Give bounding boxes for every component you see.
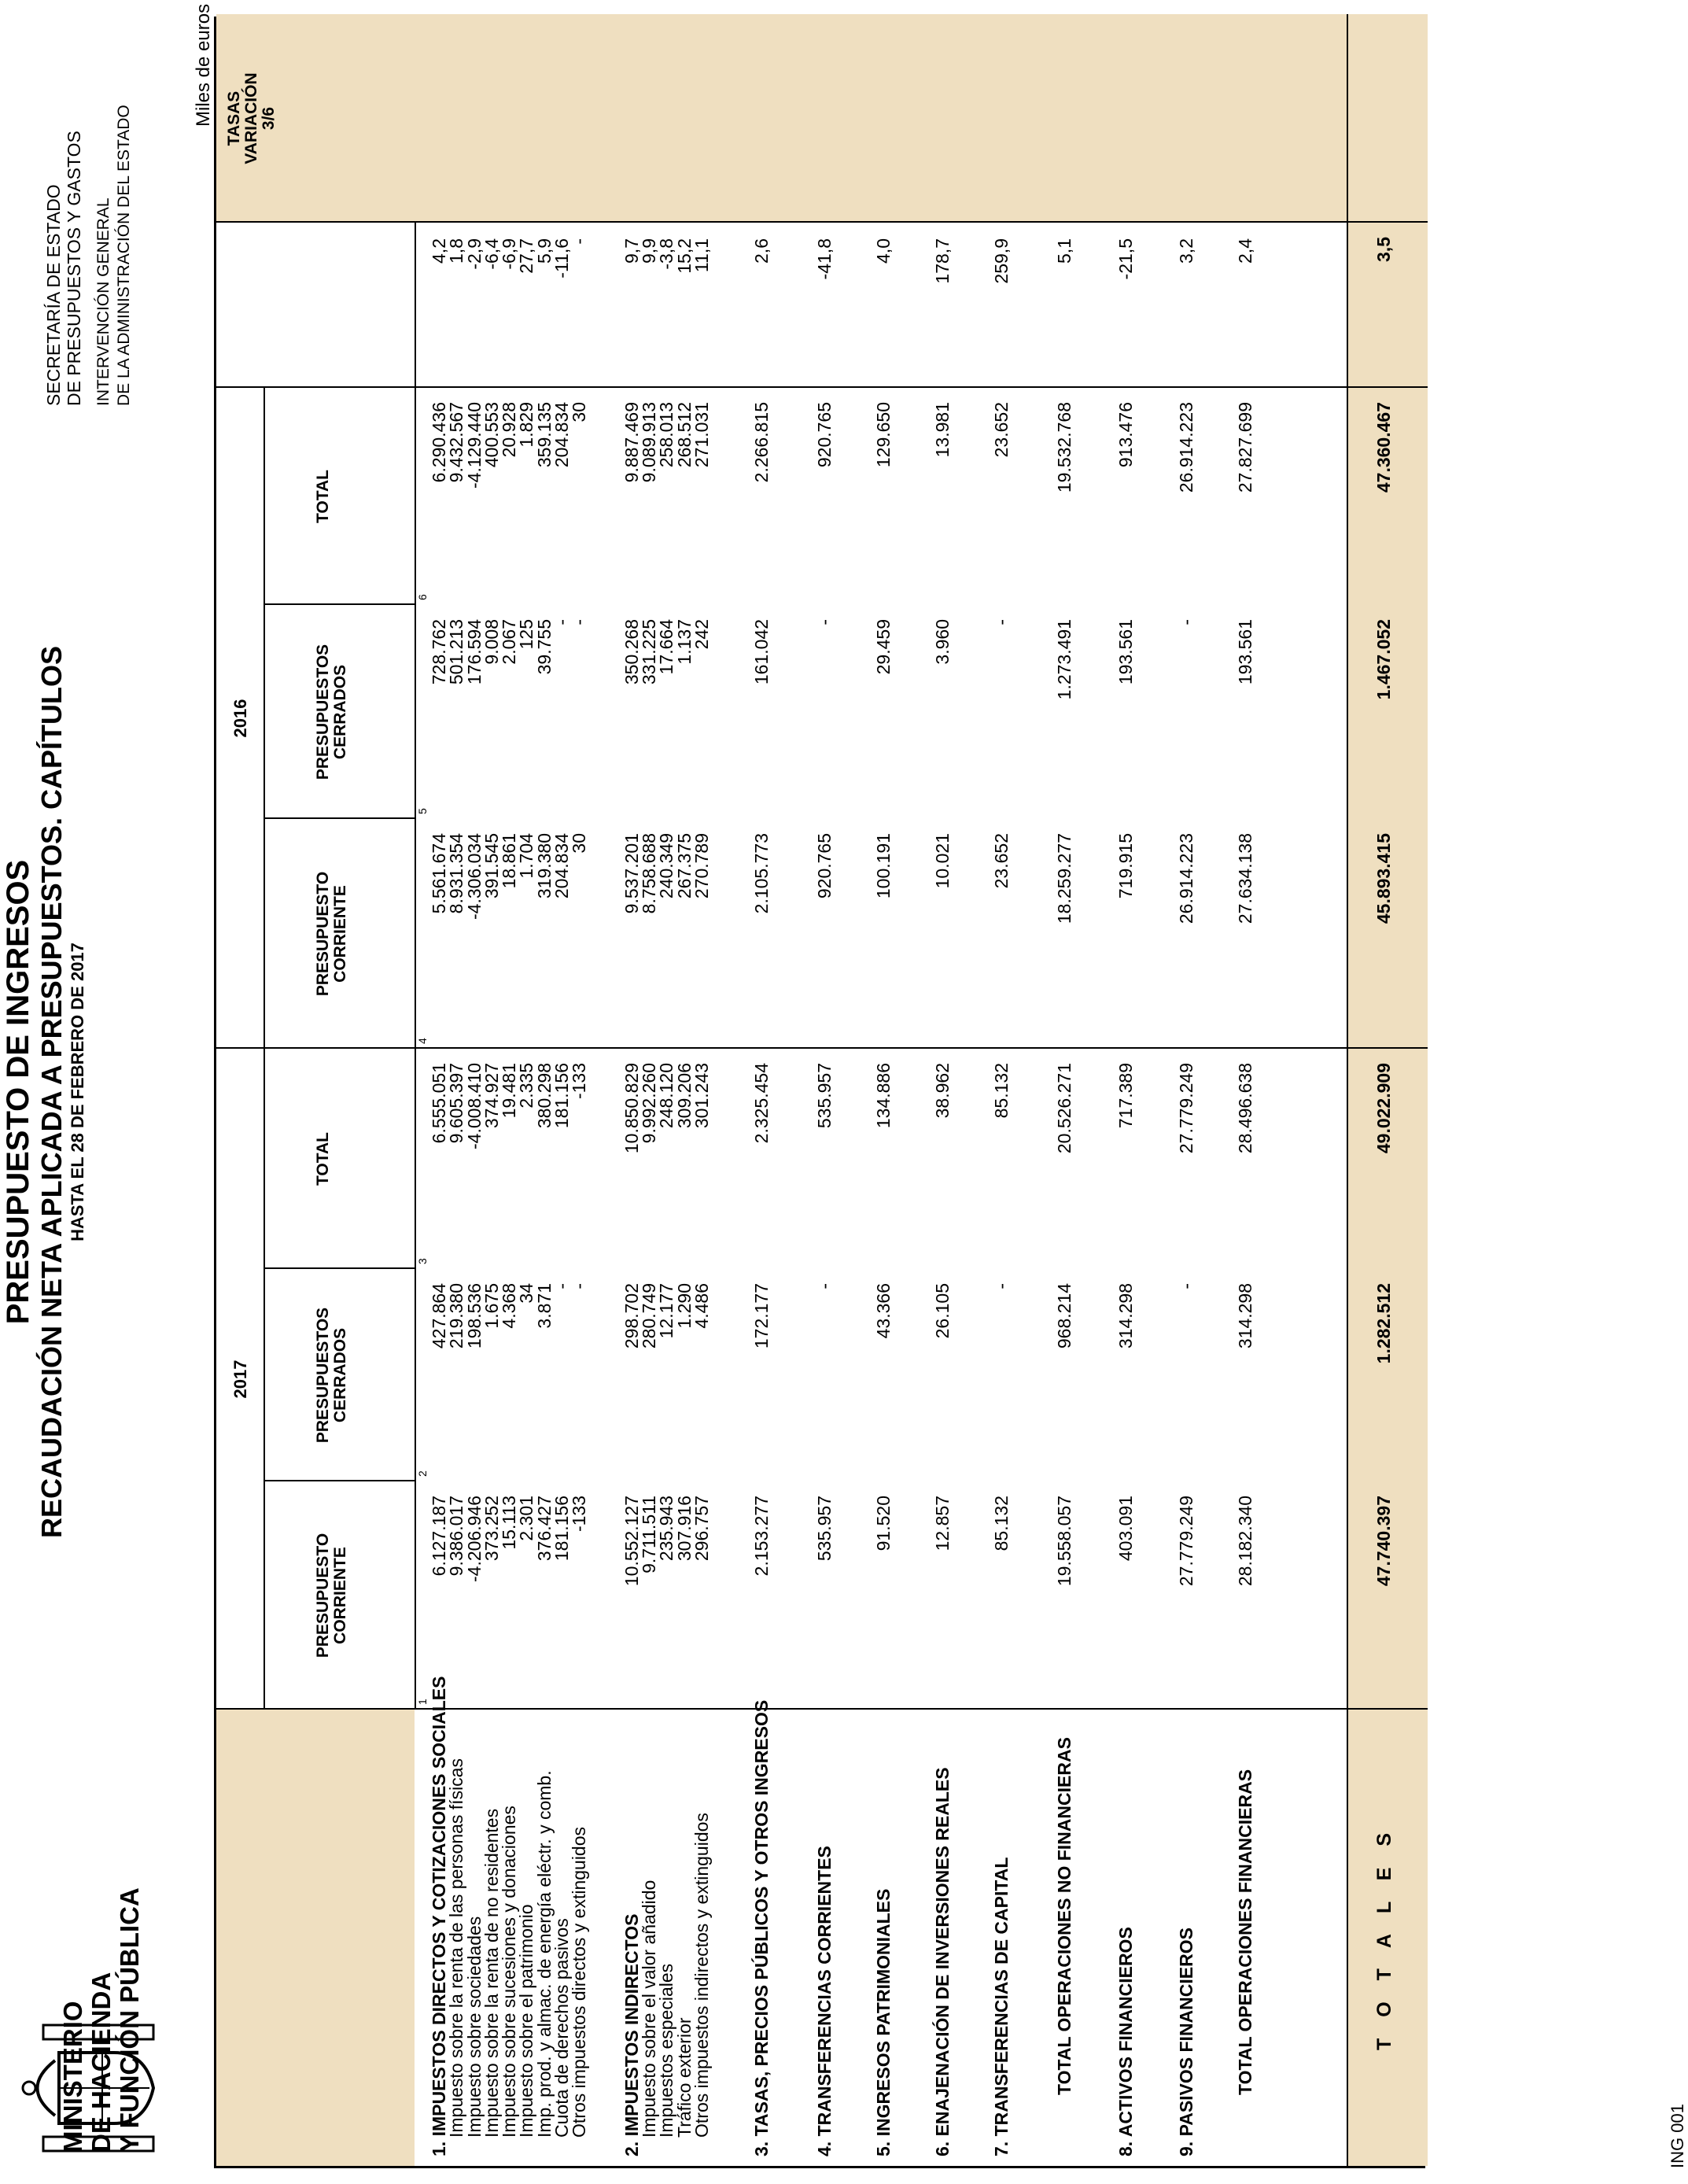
row-value: -41,8 bbox=[814, 238, 835, 280]
row-value: - bbox=[551, 1283, 572, 1289]
row-value: 427.864 bbox=[429, 1283, 449, 1349]
row-value: 968.214 bbox=[1054, 1283, 1074, 1349]
row-value: 2.153.277 bbox=[751, 1496, 772, 1577]
row-value: 717.389 bbox=[1115, 1063, 1136, 1129]
header-divider bbox=[415, 223, 416, 1710]
row-value: 920.765 bbox=[814, 402, 835, 468]
row-value: 20.928 bbox=[499, 402, 519, 458]
row-value: -3,8 bbox=[656, 238, 676, 270]
row-value: 2,6 bbox=[751, 238, 772, 264]
row-label: 1. IMPUESTOS DIRECTOS Y COTIZACIONES SOCIALES bbox=[429, 1676, 449, 2156]
row-value: 193.561 bbox=[1115, 619, 1136, 685]
row-label: TOTAL OPERACIONES NO FINANCIERAS bbox=[1054, 1737, 1074, 2095]
row-value: 314.298 bbox=[1115, 1283, 1136, 1349]
column-divider bbox=[216, 221, 1428, 223]
row-label: 4. TRANSFERENCIAS CORRIENTES bbox=[814, 1846, 835, 2156]
row-value: 4,0 bbox=[873, 238, 894, 264]
row-value: 1.273.491 bbox=[1054, 619, 1074, 700]
row-value: 535.957 bbox=[814, 1496, 835, 1562]
row-value: 10.850.829 bbox=[621, 1063, 642, 1154]
row-label: Cuota de derechos pasivos bbox=[551, 1918, 572, 2138]
row-value: 374.927 bbox=[481, 1063, 502, 1129]
totals-value: 49.022.909 bbox=[1373, 1063, 1394, 1154]
row-value: 5,1 bbox=[1054, 238, 1074, 264]
row-value: - bbox=[1176, 619, 1196, 625]
row-value: -4.306.034 bbox=[464, 833, 485, 920]
row-value: 134.886 bbox=[873, 1063, 894, 1129]
row-value: 181.156 bbox=[551, 1496, 572, 1562]
row-value: 176.594 bbox=[464, 619, 485, 685]
label-header-cell bbox=[216, 1710, 415, 2166]
row-value: 298.702 bbox=[621, 1283, 642, 1349]
row-value: 350.268 bbox=[621, 619, 642, 685]
row-value: 23.652 bbox=[991, 833, 1012, 889]
row-value: 4.368 bbox=[499, 1283, 519, 1329]
row-value: 9.887.469 bbox=[621, 402, 642, 483]
row-value: -133 bbox=[569, 1496, 589, 1533]
row-value: 4.486 bbox=[691, 1283, 712, 1329]
row-value: 30 bbox=[569, 833, 589, 854]
row-value: 172.177 bbox=[751, 1283, 772, 1349]
row-value: 373.252 bbox=[481, 1496, 502, 1562]
row-value: 309.206 bbox=[674, 1063, 695, 1129]
page-title: PRESUPUESTO DE INGRESOS RECAUDACIÓN NETA APLICADA A PRESUPUESTOS. CAPÍTULOS HASTA EL 28 DE FEBRERO DE 2017 bbox=[1, 645, 87, 1539]
row-value: 9.089.913 bbox=[639, 402, 659, 483]
row-value: 380.298 bbox=[534, 1063, 555, 1129]
tasas-column-bg bbox=[216, 14, 1428, 223]
totals-label: T O T A L E S bbox=[1373, 1824, 1395, 2051]
column-header: PRESUPUESTOS CERRADOS bbox=[314, 644, 349, 780]
year-2016-header: 2016 bbox=[230, 699, 250, 738]
row-value: 13.981 bbox=[932, 402, 953, 458]
row-value: 4,2 bbox=[429, 238, 449, 264]
issuer-block: SECRETARÍA DE ESTADO DE PRESUPUESTOS Y GASTOS INTERVENCIÓN GENERAL DE LA ADMINISTRACIÓN DEL ESTADO bbox=[43, 105, 133, 406]
row-label: Impuesto sobre el valor añadido bbox=[639, 1880, 659, 2138]
row-value: 1.704 bbox=[516, 833, 536, 879]
row-value: 29.459 bbox=[873, 619, 894, 675]
row-value: 235.943 bbox=[656, 1496, 676, 1562]
row-value: 178,7 bbox=[932, 238, 953, 284]
totals-value: 47.740.397 bbox=[1373, 1496, 1394, 1587]
column-header: PRESUPUESTOS CERRADOS bbox=[314, 1307, 349, 1444]
row-value: 1.137 bbox=[674, 619, 695, 665]
column-number: 6 bbox=[416, 594, 429, 600]
row-value: 17.664 bbox=[656, 619, 676, 675]
row-value: 1.675 bbox=[481, 1283, 502, 1329]
row-value: - bbox=[551, 619, 572, 625]
row-value: - bbox=[991, 1283, 1012, 1289]
row-label: Otros impuestos directos y extinguidos bbox=[569, 1826, 589, 2138]
row-value: 267.375 bbox=[674, 833, 695, 899]
row-label: 5. INGRESOS PATRIMONIALES bbox=[873, 1888, 894, 2156]
column-header: PRESUPUESTO CORRIENTE bbox=[314, 871, 349, 997]
row-label: Impuesto sobre sociedades bbox=[464, 1916, 485, 2138]
totals-divider bbox=[1347, 14, 1348, 2166]
row-value: -6,4 bbox=[481, 238, 502, 270]
totals-value: 45.893.415 bbox=[1373, 833, 1394, 924]
row-value: -4.206.946 bbox=[464, 1496, 485, 1582]
column-number: 5 bbox=[416, 808, 429, 814]
row-value: 2,4 bbox=[1235, 238, 1255, 264]
row-value: 10.552.127 bbox=[621, 1496, 642, 1587]
row-value: 161.042 bbox=[751, 619, 772, 685]
row-label: Impuesto sobre el patrimonio bbox=[516, 1904, 536, 2138]
totals-value: 47.360.467 bbox=[1373, 402, 1394, 493]
row-value: 129.650 bbox=[873, 402, 894, 468]
row-value: 19.558.057 bbox=[1054, 1496, 1074, 1587]
row-value: 9,9 bbox=[639, 238, 659, 264]
tasas-header: TASAS VARIACIÓN 3/6 bbox=[225, 72, 278, 164]
row-label: Impuestos especiales bbox=[656, 1963, 676, 2138]
row-value: 12.857 bbox=[932, 1496, 953, 1551]
row-value: 27.779.249 bbox=[1176, 1496, 1196, 1587]
row-label: 9. PASIVOS FINANCIEROS bbox=[1176, 1928, 1196, 2156]
row-value: 9.992.260 bbox=[639, 1063, 659, 1144]
row-value: - bbox=[1176, 1283, 1196, 1289]
row-value: 26.105 bbox=[932, 1283, 953, 1339]
totals-value: 1.282.512 bbox=[1373, 1283, 1394, 1364]
row-value: - bbox=[569, 619, 589, 625]
row-value: - bbox=[814, 619, 835, 625]
row-value: 85.132 bbox=[991, 1063, 1012, 1119]
row-value: 27.634.138 bbox=[1235, 833, 1255, 924]
row-value: -11,6 bbox=[551, 238, 572, 279]
row-value: 319.380 bbox=[534, 833, 555, 899]
row-label: TOTAL OPERACIONES FINANCIERAS bbox=[1235, 1769, 1255, 2095]
row-value: 38.962 bbox=[932, 1063, 953, 1119]
row-value: 23.652 bbox=[991, 402, 1012, 458]
row-value: 34 bbox=[516, 1283, 536, 1304]
row-value: 5,9 bbox=[534, 238, 555, 264]
row-value: 30 bbox=[569, 402, 589, 422]
row-value: 8.758.688 bbox=[639, 833, 659, 914]
row-value: 296.757 bbox=[691, 1496, 712, 1562]
row-value: -6,9 bbox=[499, 238, 519, 270]
row-value: 314.298 bbox=[1235, 1283, 1255, 1349]
row-value: 403.091 bbox=[1115, 1496, 1136, 1562]
row-value: 9.537.201 bbox=[621, 833, 642, 914]
row-label: Impuesto sobre sucesiones y donaciones bbox=[499, 1806, 519, 2138]
row-value: -2,9 bbox=[464, 238, 485, 270]
row-value: 391.545 bbox=[481, 833, 502, 899]
row-value: 15.113 bbox=[499, 1496, 519, 1550]
row-value: - bbox=[814, 1283, 835, 1289]
row-value: 1,8 bbox=[446, 238, 466, 264]
column-header: TOTAL bbox=[314, 469, 332, 524]
row-value: 28.182.340 bbox=[1235, 1496, 1255, 1587]
row-value: 204.834 bbox=[551, 833, 572, 899]
row-label: 7. TRANSFERENCIAS DE CAPITAL bbox=[991, 1857, 1012, 2156]
row-value: 6.555.051 bbox=[429, 1063, 449, 1144]
row-value: 18.861 bbox=[499, 833, 519, 889]
row-label: 6. ENAJENACIÓN DE INVERSIONES REALES bbox=[932, 1767, 953, 2156]
row-value: 331.225 bbox=[639, 619, 659, 685]
row-value: 91.520 bbox=[873, 1496, 894, 1551]
column-number: 1 bbox=[416, 1699, 429, 1705]
column-header: PRESUPUESTO CORRIENTE bbox=[314, 1533, 349, 1658]
row-value: 9.711.511 bbox=[639, 1496, 659, 1573]
row-value: 27.779.249 bbox=[1176, 1063, 1196, 1154]
row-value: 1.829 bbox=[516, 402, 536, 448]
revenue-table bbox=[214, 17, 1425, 2168]
row-value: 193.561 bbox=[1235, 619, 1255, 685]
row-value: 719.915 bbox=[1115, 833, 1136, 899]
year-divider bbox=[264, 388, 265, 1710]
row-value: 27,7 bbox=[516, 238, 536, 274]
row-value: 2.301 bbox=[516, 1496, 536, 1541]
row-label: Imp. prod. y almac. de energía eléctr. y comb. bbox=[534, 1770, 555, 2138]
row-value: 19.481 bbox=[499, 1063, 519, 1119]
row-value: 43.366 bbox=[873, 1283, 894, 1339]
totals-value: 3,5 bbox=[1373, 237, 1394, 262]
row-value: 259,9 bbox=[991, 238, 1012, 284]
row-label: Tráfico exterior bbox=[674, 2017, 695, 2138]
row-value: 2.105.773 bbox=[751, 833, 772, 914]
row-value: 5.561.674 bbox=[429, 833, 449, 914]
row-value: 359.135 bbox=[534, 402, 555, 468]
row-value: 913.476 bbox=[1115, 402, 1136, 468]
row-value: 242 bbox=[691, 619, 712, 650]
row-value: 2.325.454 bbox=[751, 1063, 772, 1144]
row-value: 100.191 bbox=[873, 833, 894, 899]
row-value: - bbox=[569, 1283, 589, 1289]
ministry-name: MINISTERIO DE HACIENDA Y FUNCIÓN PÚBLICA bbox=[58, 1887, 144, 2153]
row-value: 920.765 bbox=[814, 833, 835, 899]
row-value: 198.536 bbox=[464, 1283, 485, 1349]
row-label: 8. ACTIVOS FINANCIEROS bbox=[1115, 1927, 1136, 2156]
row-value: 9.605.397 bbox=[446, 1063, 466, 1144]
row-label: Otros impuestos indirectos y extinguidos bbox=[691, 1813, 712, 2138]
row-value: 85.132 bbox=[991, 1496, 1012, 1551]
row-value: 9.386.017 bbox=[446, 1496, 466, 1577]
row-value: - bbox=[569, 238, 589, 245]
row-value: 27.827.699 bbox=[1235, 402, 1255, 493]
row-value: 6.127.187 bbox=[429, 1496, 449, 1577]
row-value: 2.335 bbox=[516, 1063, 536, 1109]
row-value: 125 bbox=[516, 619, 536, 650]
row-value: -133 bbox=[569, 1063, 589, 1100]
row-value: 11,1 bbox=[691, 238, 712, 273]
row-value: 18.259.277 bbox=[1054, 833, 1074, 924]
row-value: 10.021 bbox=[932, 833, 953, 889]
row-value: 240.349 bbox=[656, 833, 676, 899]
row-value: 9,7 bbox=[621, 238, 642, 264]
row-value: 20.526.271 bbox=[1054, 1063, 1074, 1154]
row-value: 535.957 bbox=[814, 1063, 835, 1129]
column-number: 4 bbox=[416, 1038, 429, 1044]
row-value: 280.749 bbox=[639, 1283, 659, 1349]
row-value: 12.177 bbox=[656, 1283, 676, 1339]
row-value: 28.496.638 bbox=[1235, 1063, 1255, 1154]
row-value: 8.931.354 bbox=[446, 833, 466, 914]
row-value: 219.380 bbox=[446, 1283, 466, 1349]
row-value: -4.129.440 bbox=[464, 402, 485, 489]
row-value: 271.031 bbox=[691, 402, 712, 468]
row-value: 3.871 bbox=[534, 1283, 555, 1329]
row-label: 2. IMPUESTOS INDIRECTOS bbox=[621, 1913, 642, 2156]
row-value: 2.266.815 bbox=[751, 402, 772, 483]
row-value: -4.008.410 bbox=[464, 1063, 485, 1149]
row-value: 400.553 bbox=[481, 402, 502, 468]
row-value: 1.290 bbox=[674, 1283, 695, 1329]
row-value: 258.013 bbox=[656, 402, 676, 468]
row-value: 248.120 bbox=[656, 1063, 676, 1129]
row-value: 3,2 bbox=[1176, 238, 1196, 264]
row-value: 39.755 bbox=[534, 619, 555, 675]
row-label: 3. TASAS, PRECIOS PÚBLICOS Y OTROS INGRESOS bbox=[751, 1699, 772, 2156]
column-number: 2 bbox=[416, 1470, 429, 1477]
row-label: Impuesto sobre la renta de no residentes bbox=[481, 1808, 502, 2138]
row-value: 307.916 bbox=[674, 1496, 695, 1562]
row-label: Impuesto sobre la renta de las personas físicas bbox=[446, 1758, 466, 2138]
row-value: 2.067 bbox=[499, 619, 519, 665]
column-number: 3 bbox=[416, 1258, 429, 1264]
row-value: 181.156 bbox=[551, 1063, 572, 1129]
column-header: TOTAL bbox=[314, 1131, 332, 1186]
units-label: Miles de euros bbox=[193, 3, 214, 127]
row-value: 9.008 bbox=[481, 619, 502, 665]
row-value: 728.762 bbox=[429, 619, 449, 685]
row-value: 19.532.768 bbox=[1054, 402, 1074, 493]
row-value: 270.789 bbox=[691, 833, 712, 899]
year-2017-header: 2017 bbox=[230, 1359, 250, 1399]
row-value: 15,2 bbox=[674, 238, 695, 274]
row-value: 26.914.223 bbox=[1176, 833, 1196, 924]
row-value: 9.432.567 bbox=[446, 402, 466, 483]
row-value: 6.290.436 bbox=[429, 402, 449, 483]
row-value: 3.960 bbox=[932, 619, 953, 665]
row-value: 501.213 bbox=[446, 619, 466, 685]
row-value: 268.512 bbox=[674, 402, 695, 468]
row-value: 204.834 bbox=[551, 402, 572, 468]
form-code: ING 001 bbox=[1668, 2104, 1687, 2168]
row-value: 301.243 bbox=[691, 1063, 712, 1129]
row-value: - bbox=[991, 619, 1012, 625]
row-value: -21,5 bbox=[1115, 238, 1136, 280]
row-value: 376.427 bbox=[534, 1496, 555, 1562]
row-value: 26.914.223 bbox=[1176, 402, 1196, 493]
totals-value: 1.467.052 bbox=[1373, 619, 1394, 700]
